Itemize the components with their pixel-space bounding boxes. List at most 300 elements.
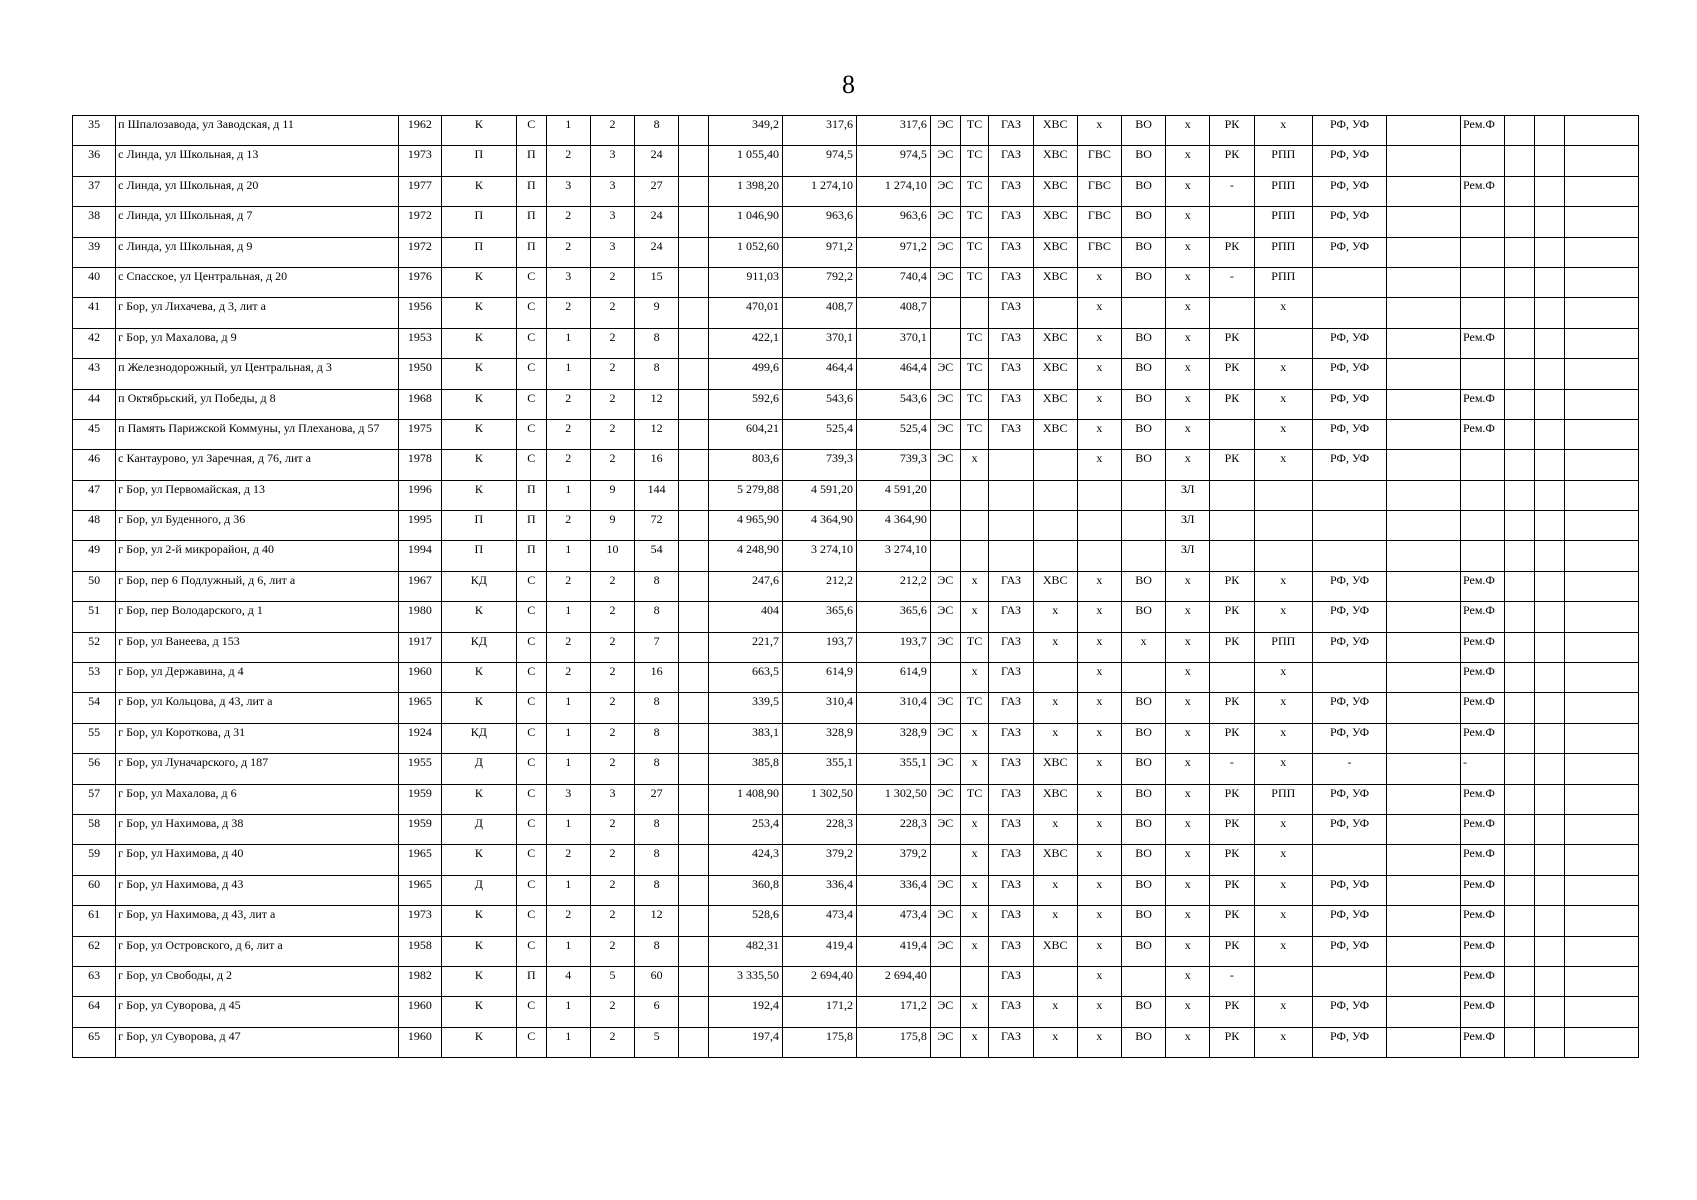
cell-c22 [1505, 814, 1535, 844]
cell-area-res: 963,6 [856, 207, 930, 237]
cell-c7 [679, 511, 709, 541]
cell-n: 57 [73, 784, 116, 814]
cell-rpp: х [1254, 663, 1313, 693]
cell-rf [1313, 845, 1387, 875]
cell-area-living: 310,4 [782, 693, 856, 723]
cell-gvs: х [1077, 1027, 1121, 1057]
cell-c20 [1387, 723, 1461, 753]
cell-es: ЭС [930, 997, 960, 1027]
cell-rpp: х [1254, 298, 1313, 328]
cell-area-res: 419,4 [856, 936, 930, 966]
cell-wall: К [441, 480, 516, 510]
cell-area-res: 740,4 [856, 267, 930, 297]
cell-c24 [1564, 511, 1638, 541]
cell-apts: 8 [635, 328, 679, 358]
cell-floors: 1 [546, 359, 590, 389]
cell-c20 [1387, 814, 1461, 844]
cell-n: 38 [73, 207, 116, 237]
cell-c5: 2 [590, 450, 634, 480]
cell-rf: РФ, УФ [1313, 997, 1387, 1027]
cell-rem: Рем.Ф [1461, 663, 1505, 693]
table-row [73, 511, 1639, 541]
cell-ts: х [960, 875, 989, 905]
cell-rpp [1254, 328, 1313, 358]
cell-hvs: х [1033, 814, 1077, 844]
cell-area-total: 5 279,88 [709, 480, 783, 510]
cell-rpp: РПП [1254, 176, 1313, 206]
cell-rpp: х [1254, 997, 1313, 1027]
cell-c3: С [516, 693, 546, 723]
cell-floors: 1 [546, 541, 590, 571]
cell-n: 40 [73, 267, 116, 297]
cell-year: 1965 [398, 845, 441, 875]
table-row [73, 602, 1639, 632]
cell-c22 [1505, 146, 1535, 176]
cell-c7 [679, 419, 709, 449]
cell-c23 [1534, 723, 1564, 753]
cell-c20 [1387, 389, 1461, 419]
cell-ts: ТС [960, 389, 989, 419]
cell-address: г Бор, ул Суворова, д 47 [116, 1027, 399, 1057]
cell-rf: РФ, УФ [1313, 814, 1387, 844]
cell-es: ЭС [930, 936, 960, 966]
cell-apts: 12 [635, 419, 679, 449]
cell-c5: 9 [590, 511, 634, 541]
cell-rf: РФ, УФ [1313, 1027, 1387, 1057]
cell-gvs: х [1077, 267, 1121, 297]
cell-gvs [1077, 480, 1121, 510]
cell-year: 1960 [398, 997, 441, 1027]
cell-wall: К [441, 906, 516, 936]
cell-year: 1978 [398, 450, 441, 480]
cell-vo: ВО [1121, 936, 1165, 966]
cell-floors: 2 [546, 419, 590, 449]
cell-c3: С [516, 845, 546, 875]
cell-gvs: ГВС [1077, 176, 1121, 206]
cell-rk: РК [1210, 237, 1254, 267]
cell-c20 [1387, 480, 1461, 510]
cell-area-total: 383,1 [709, 723, 783, 753]
cell-c24 [1564, 845, 1638, 875]
cell-c20 [1387, 298, 1461, 328]
cell-address: г Бор, ул Махалова, д 9 [116, 328, 399, 358]
cell-c16: х [1166, 389, 1210, 419]
cell-rf: РФ, УФ [1313, 723, 1387, 753]
cell-ts [960, 480, 989, 510]
cell-area-living: 464,4 [782, 359, 856, 389]
cell-c24 [1564, 176, 1638, 206]
cell-gaz: ГАЗ [989, 359, 1033, 389]
cell-rpp: РПП [1254, 267, 1313, 297]
cell-c7 [679, 146, 709, 176]
cell-n: 48 [73, 511, 116, 541]
cell-rem: - [1461, 754, 1505, 784]
cell-c3: П [516, 207, 546, 237]
cell-rem: Рем.Ф [1461, 845, 1505, 875]
cell-c20 [1387, 875, 1461, 905]
cell-c7 [679, 602, 709, 632]
cell-apts: 8 [635, 875, 679, 905]
cell-area-res: 370,1 [856, 328, 930, 358]
cell-gaz: ГАЗ [989, 571, 1033, 601]
cell-rf [1313, 267, 1387, 297]
cell-c20 [1387, 450, 1461, 480]
cell-rem: Рем.Ф [1461, 116, 1505, 146]
cell-address: г Бор, ул Свободы, д 2 [116, 966, 399, 996]
cell-rk: РК [1210, 571, 1254, 601]
cell-rem [1461, 541, 1505, 571]
cell-gaz: ГАЗ [989, 207, 1033, 237]
cell-c7 [679, 997, 709, 1027]
cell-es: ЭС [930, 450, 960, 480]
cell-c5: 2 [590, 116, 634, 146]
cell-c5: 3 [590, 237, 634, 267]
table-row [73, 298, 1639, 328]
cell-hvs [1033, 541, 1077, 571]
cell-c24 [1564, 1027, 1638, 1057]
cell-n: 37 [73, 176, 116, 206]
cell-c24 [1564, 936, 1638, 966]
cell-rk: РК [1210, 359, 1254, 389]
cell-area-total: 1 398,20 [709, 176, 783, 206]
cell-gvs [1077, 511, 1121, 541]
cell-c22 [1505, 693, 1535, 723]
cell-n: 49 [73, 541, 116, 571]
cell-gaz: ГАЗ [989, 267, 1033, 297]
cell-area-res: 317,6 [856, 116, 930, 146]
cell-vo: ВО [1121, 359, 1165, 389]
cell-rk: РК [1210, 997, 1254, 1027]
cell-rk: - [1210, 754, 1254, 784]
cell-area-total: 1 046,90 [709, 207, 783, 237]
cell-c22 [1505, 116, 1535, 146]
cell-year: 1975 [398, 419, 441, 449]
cell-c16: х [1166, 906, 1210, 936]
cell-c5: 2 [590, 571, 634, 601]
cell-c3: П [516, 480, 546, 510]
cell-ts: х [960, 754, 989, 784]
cell-rem: Рем.Ф [1461, 571, 1505, 601]
cell-area-living: 171,2 [782, 997, 856, 1027]
cell-floors: 1 [546, 116, 590, 146]
cell-hvs: х [1033, 1027, 1077, 1057]
cell-c3: С [516, 298, 546, 328]
cell-c23 [1534, 267, 1564, 297]
cell-rpp: х [1254, 571, 1313, 601]
cell-es: ЭС [930, 176, 960, 206]
cell-year: 1976 [398, 267, 441, 297]
cell-address: п Память Парижской Коммуны, ул Плеханова, д 57 [116, 419, 399, 449]
cell-apts: 15 [635, 267, 679, 297]
cell-wall: КД [441, 723, 516, 753]
cell-c24 [1564, 571, 1638, 601]
cell-gvs: х [1077, 936, 1121, 966]
table-row [73, 389, 1639, 419]
cell-hvs [1033, 480, 1077, 510]
cell-rem: Рем.Ф [1461, 389, 1505, 419]
cell-c16: х [1166, 693, 1210, 723]
cell-apts: 5 [635, 1027, 679, 1057]
cell-c3: П [516, 176, 546, 206]
cell-hvs [1033, 511, 1077, 541]
cell-rk: РК [1210, 602, 1254, 632]
cell-rf [1313, 298, 1387, 328]
cell-area-res: 171,2 [856, 997, 930, 1027]
cell-floors: 1 [546, 1027, 590, 1057]
cell-gvs: х [1077, 784, 1121, 814]
cell-area-total: 360,8 [709, 875, 783, 905]
cell-year: 1950 [398, 359, 441, 389]
cell-n: 56 [73, 754, 116, 784]
cell-c5: 3 [590, 784, 634, 814]
cell-c5: 2 [590, 359, 634, 389]
cell-c23 [1534, 571, 1564, 601]
cell-c5: 2 [590, 389, 634, 419]
cell-vo [1121, 663, 1165, 693]
cell-gaz [989, 480, 1033, 510]
cell-hvs [1033, 966, 1077, 996]
cell-apts: 8 [635, 116, 679, 146]
cell-c3: С [516, 602, 546, 632]
cell-c5: 2 [590, 723, 634, 753]
cell-gvs: х [1077, 116, 1121, 146]
cell-vo: ВО [1121, 906, 1165, 936]
cell-c22 [1505, 359, 1535, 389]
cell-gaz: ГАЗ [989, 997, 1033, 1027]
cell-hvs: ХВС [1033, 784, 1077, 814]
cell-n: 64 [73, 997, 116, 1027]
cell-c5: 2 [590, 1027, 634, 1057]
cell-area-res: 974,5 [856, 146, 930, 176]
cell-c20 [1387, 693, 1461, 723]
cell-rem [1461, 511, 1505, 541]
cell-hvs: ХВС [1033, 419, 1077, 449]
cell-c16: х [1166, 784, 1210, 814]
cell-vo: ВО [1121, 389, 1165, 419]
cell-area-living: 614,9 [782, 663, 856, 693]
cell-floors: 1 [546, 875, 590, 905]
cell-c3: С [516, 936, 546, 966]
cell-rk: РК [1210, 632, 1254, 662]
cell-rpp: х [1254, 936, 1313, 966]
cell-hvs: х [1033, 693, 1077, 723]
cell-gaz: ГАЗ [989, 389, 1033, 419]
cell-c20 [1387, 328, 1461, 358]
cell-wall: К [441, 936, 516, 966]
cell-apts: 16 [635, 450, 679, 480]
cell-c20 [1387, 632, 1461, 662]
cell-rf: РФ, УФ [1313, 389, 1387, 419]
cell-c20 [1387, 906, 1461, 936]
cell-hvs: х [1033, 723, 1077, 753]
cell-area-total: 1 052,60 [709, 237, 783, 267]
cell-c16: х [1166, 845, 1210, 875]
table-row [73, 571, 1639, 601]
cell-es: ЭС [930, 875, 960, 905]
table-row [73, 784, 1639, 814]
cell-vo: х [1121, 632, 1165, 662]
cell-c22 [1505, 1027, 1535, 1057]
cell-wall: К [441, 176, 516, 206]
cell-area-living: 379,2 [782, 845, 856, 875]
cell-apts: 8 [635, 936, 679, 966]
cell-c3: П [516, 237, 546, 267]
cell-area-living: 228,3 [782, 814, 856, 844]
cell-es: ЭС [930, 359, 960, 389]
cell-ts: ТС [960, 207, 989, 237]
cell-wall: Д [441, 754, 516, 784]
cell-rpp: х [1254, 814, 1313, 844]
cell-c3: С [516, 723, 546, 753]
cell-n: 36 [73, 146, 116, 176]
cell-wall: КД [441, 571, 516, 601]
cell-rk: РК [1210, 814, 1254, 844]
cell-gaz: ГАЗ [989, 906, 1033, 936]
cell-floors: 1 [546, 997, 590, 1027]
cell-rpp [1254, 541, 1313, 571]
cell-c7 [679, 359, 709, 389]
cell-c24 [1564, 754, 1638, 784]
cell-gaz: ГАЗ [989, 784, 1033, 814]
cell-wall: К [441, 663, 516, 693]
cell-rpp: х [1254, 602, 1313, 632]
cell-rpp: х [1254, 754, 1313, 784]
cell-n: 41 [73, 298, 116, 328]
cell-c5: 2 [590, 602, 634, 632]
cell-c16: х [1166, 146, 1210, 176]
cell-rk: РК [1210, 389, 1254, 419]
cell-year: 1953 [398, 328, 441, 358]
cell-n: 46 [73, 450, 116, 480]
cell-area-res: 473,4 [856, 906, 930, 936]
cell-vo: ВО [1121, 814, 1165, 844]
cell-n: 53 [73, 663, 116, 693]
cell-n: 63 [73, 966, 116, 996]
cell-c24 [1564, 207, 1638, 237]
cell-c23 [1534, 176, 1564, 206]
cell-gvs: х [1077, 845, 1121, 875]
cell-c16: х [1166, 663, 1210, 693]
cell-address: г Бор, ул Первомайская, д 13 [116, 480, 399, 510]
cell-c22 [1505, 602, 1535, 632]
cell-c24 [1564, 389, 1638, 419]
cell-rf: РФ, УФ [1313, 602, 1387, 632]
cell-c22 [1505, 784, 1535, 814]
cell-gvs: х [1077, 298, 1121, 328]
cell-rpp: х [1254, 389, 1313, 419]
table-row [73, 632, 1639, 662]
cell-c16: х [1166, 1027, 1210, 1057]
cell-c16: х [1166, 936, 1210, 966]
cell-c16: х [1166, 966, 1210, 996]
cell-vo: ВО [1121, 267, 1165, 297]
cell-apts: 24 [635, 207, 679, 237]
cell-ts: х [960, 845, 989, 875]
cell-c16: х [1166, 419, 1210, 449]
cell-floors: 3 [546, 784, 590, 814]
cell-c7 [679, 845, 709, 875]
cell-c7 [679, 267, 709, 297]
cell-c23 [1534, 116, 1564, 146]
cell-floors: 1 [546, 480, 590, 510]
cell-vo: ВО [1121, 997, 1165, 1027]
cell-c23 [1534, 845, 1564, 875]
cell-c23 [1534, 541, 1564, 571]
table-row [73, 419, 1639, 449]
cell-es [930, 663, 960, 693]
cell-vo: ВО [1121, 723, 1165, 753]
cell-floors: 1 [546, 602, 590, 632]
cell-c3: С [516, 328, 546, 358]
cell-rem: Рем.Ф [1461, 176, 1505, 206]
cell-rf: РФ, УФ [1313, 116, 1387, 146]
cell-area-res: 228,3 [856, 814, 930, 844]
cell-rk [1210, 419, 1254, 449]
cell-rpp: х [1254, 906, 1313, 936]
cell-area-total: 482,31 [709, 936, 783, 966]
cell-ts: ТС [960, 328, 989, 358]
cell-c3: С [516, 389, 546, 419]
cell-address: с Линда, ул Школьная, д 9 [116, 237, 399, 267]
cell-address: г Бор, ул Островского, д 6, лит а [116, 936, 399, 966]
cell-area-total: 385,8 [709, 754, 783, 784]
cell-c22 [1505, 480, 1535, 510]
cell-rem: Рем.Ф [1461, 632, 1505, 662]
cell-c23 [1534, 814, 1564, 844]
cell-c20 [1387, 936, 1461, 966]
cell-year: 1977 [398, 176, 441, 206]
cell-gvs: х [1077, 359, 1121, 389]
cell-hvs: ХВС [1033, 207, 1077, 237]
cell-c3: С [516, 267, 546, 297]
cell-floors: 2 [546, 571, 590, 601]
cell-apts: 24 [635, 146, 679, 176]
cell-area-total: 592,6 [709, 389, 783, 419]
cell-rpp: РПП [1254, 632, 1313, 662]
cell-area-living: 370,1 [782, 328, 856, 358]
cell-rpp: х [1254, 693, 1313, 723]
cell-c20 [1387, 511, 1461, 541]
cell-c5: 2 [590, 298, 634, 328]
cell-c23 [1534, 389, 1564, 419]
cell-c20 [1387, 845, 1461, 875]
cell-hvs: ХВС [1033, 237, 1077, 267]
cell-c23 [1534, 936, 1564, 966]
cell-c23 [1534, 754, 1564, 784]
cell-rpp: х [1254, 419, 1313, 449]
cell-c22 [1505, 419, 1535, 449]
cell-rem [1461, 267, 1505, 297]
cell-wall: КД [441, 632, 516, 662]
cell-wall: П [441, 541, 516, 571]
cell-hvs: х [1033, 875, 1077, 905]
cell-wall: К [441, 845, 516, 875]
cell-ts: ТС [960, 116, 989, 146]
cell-gaz: ГАЗ [989, 663, 1033, 693]
cell-wall: К [441, 1027, 516, 1057]
cell-c20 [1387, 966, 1461, 996]
cell-wall: К [441, 966, 516, 996]
cell-es: ЭС [930, 723, 960, 753]
cell-area-living: 739,3 [782, 450, 856, 480]
cell-apts: 7 [635, 632, 679, 662]
cell-rf: РФ, УФ [1313, 359, 1387, 389]
cell-address: г Бор, ул Махалова, д 6 [116, 784, 399, 814]
cell-ts [960, 966, 989, 996]
cell-area-total: 3 335,50 [709, 966, 783, 996]
cell-area-living: 1 274,10 [782, 176, 856, 206]
cell-c5: 3 [590, 146, 634, 176]
